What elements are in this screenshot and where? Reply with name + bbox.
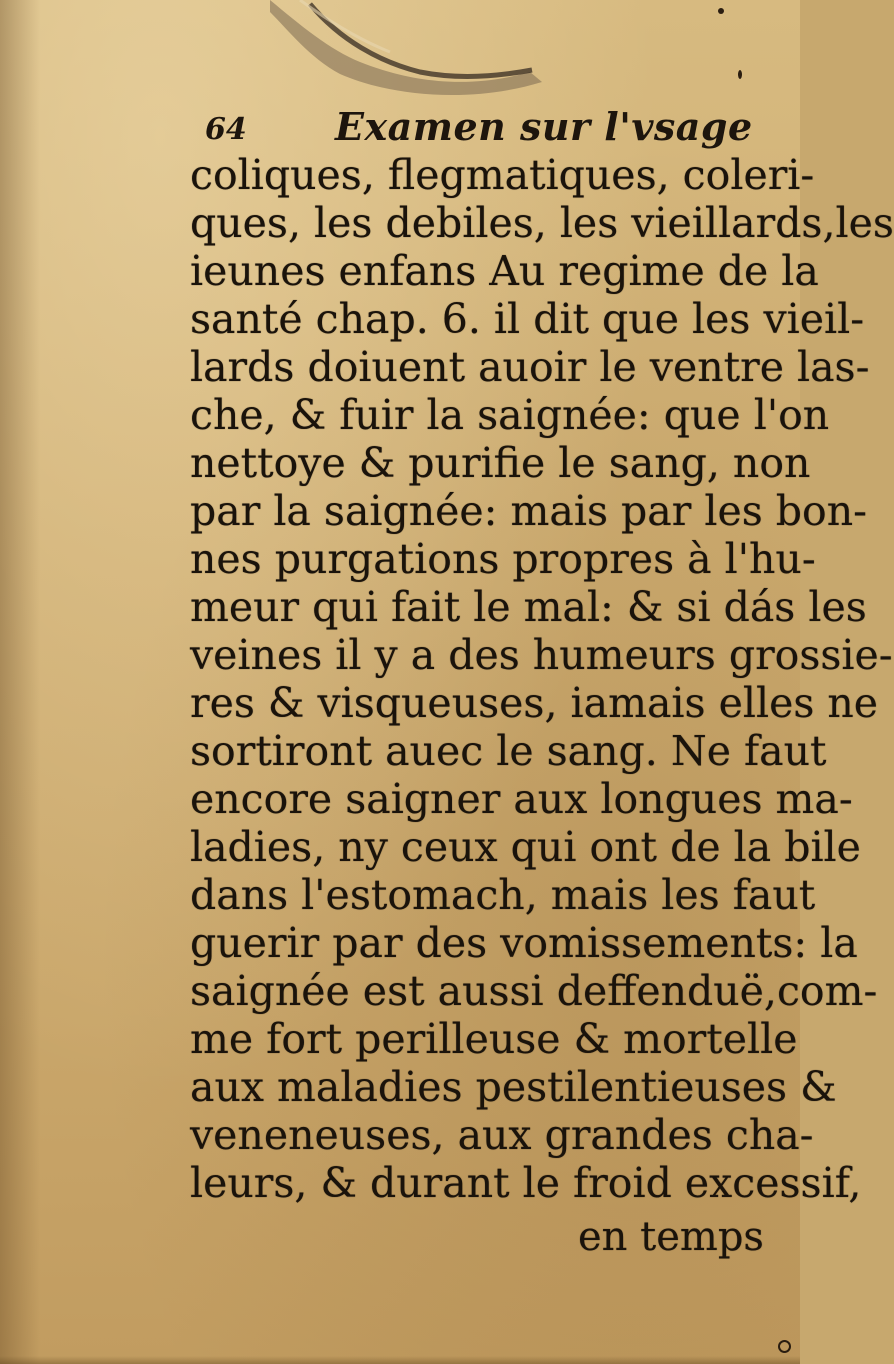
- text-line: par la saignée: mais par les bon-: [190, 487, 868, 535]
- text-line: veines il y a des humeurs grossie-: [190, 631, 893, 679]
- text-line: guerir par des vomissements: la: [190, 919, 858, 967]
- text-line: nes purgations propres à l'hu-: [190, 535, 816, 583]
- ink-speck: [778, 1340, 791, 1353]
- text-line: lards doiuent auoir le ventre las-: [190, 343, 870, 391]
- catchword: en temps: [578, 1214, 764, 1260]
- ink-speck: [718, 8, 724, 14]
- text-line: nettoye & purifie le sang, non: [190, 439, 811, 487]
- ink-speck: [738, 70, 742, 79]
- text-line: sortiront auec le sang. Ne faut: [190, 727, 827, 775]
- torn-corner-mark: [270, 0, 560, 110]
- page-number: 64: [205, 112, 247, 147]
- text-line: ladies, ny ceux qui ont de la bile: [190, 823, 861, 871]
- text-line: dans l'estomach, mais les faut: [190, 871, 816, 919]
- page-bottom-edge: [0, 1356, 800, 1364]
- text-line: res & visqueuses, iamais elles ne: [190, 679, 879, 727]
- text-line: leurs, & durant le froid excessif,: [190, 1159, 862, 1207]
- running-title: Examen sur l'vsage: [335, 104, 753, 149]
- text-line: ieunes enfans Au regime de la: [190, 247, 819, 295]
- text-line: me fort perilleuse & mortelle: [190, 1015, 798, 1063]
- text-line: aux maladies pestilentieuses &: [190, 1063, 837, 1111]
- text-line: santé chap. 6. il dit que les vieil-: [190, 295, 865, 343]
- page-gutter-shadow: [0, 0, 40, 1364]
- text-line: che, & fuir la saignée: que l'on: [190, 391, 830, 439]
- text-line: saignée est aussi deffenduë,com-: [190, 967, 878, 1015]
- text-line: meur qui fait le mal: & si dás les: [190, 583, 867, 631]
- text-line: coliques, flegmatiques, coleri-: [190, 151, 815, 199]
- text-line: veneneuses, aux grandes cha-: [190, 1111, 814, 1159]
- text-line: encore saigner aux longues ma-: [190, 775, 853, 823]
- text-line: ques, les debiles, les vieillards,les: [190, 199, 894, 247]
